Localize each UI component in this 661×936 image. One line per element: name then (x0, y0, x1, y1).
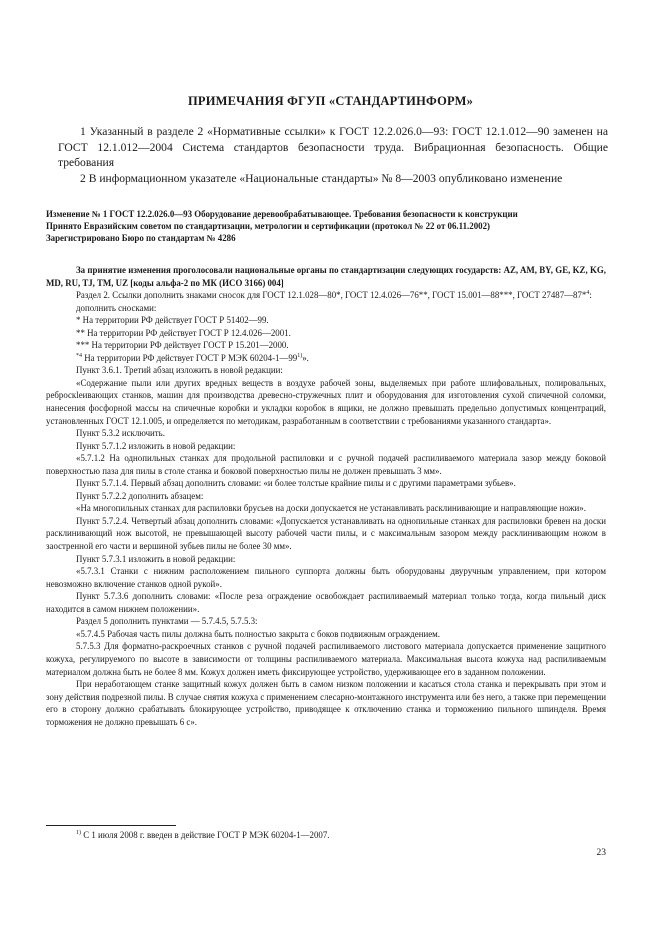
clause-final-paragraph: При неработающем станке защитный кожух должен быть в самом низком положении и касаться стола станка и перекрывать при этом и зону действия подрезной пилы. В случае снятия кожуха с применением слесарно-монтажного инструмента или без него, а также при перемещении его в сторону должно срабатывать блокирующее устройство, приводящее к отключению станка и торможению пильного шпинделя. Время торможения не должно превышать 6 с». (46, 679, 606, 727)
clause-5-7-1-2-text: «5.7.1.2 На однопильных станках для продольной распиловки и с ручной подачей распиливаемого материала зазор между боковой поверхностью паза для пилы в столе станка и боковой поверхностью пилы не должен превышать 3 мм». (46, 453, 606, 476)
footnote-4-end: ». (302, 352, 309, 363)
amendment-body (46, 264, 606, 728)
footnote-4-mark: *4 (76, 352, 82, 359)
section-2-paragraph (46, 289, 606, 302)
footnote-text: С 1 июля 2008 г. введен в действие ГОСТ Р МЭК 60204-1—2007. (83, 830, 330, 840)
page-title: ПРИМЕЧАНИЯ ФГУП «СТАНДАРТИНФОРМ» (187, 94, 474, 108)
page-footnote (76, 829, 606, 841)
clause-5-7-4-5: «5.7.4.5 Рабочая часть пилы должна быть полностью закрыта с боков подвижным ограждением. (76, 628, 441, 639)
clause-5-7-1-4: Пункт 5.7.1.4. Первый абзац дополнить словами: «и более толстые крайние пилы и с другими параметрами зубьев». (76, 478, 516, 489)
clause-3-6-1-text: «Содержание пыли или других вредных веществ в воздухе рабочей зоны, выделяемых при работе шлифовальных, полировальных, реброскleивающих станков, машин для производства древесно-стружечных плит и оборудования для изготовления сухой спичечной соломки, нанесения фосфорной массы на спичечные коробки и укладки коробок в ящики, не должно превышать предельно допустимых концентраций, установленных ГОСТ 12.1.005, и определяется по методикам, разработанным в соответствии с требованиями указанного стандарта». (46, 377, 606, 426)
footnote-line-2: ** На территории РФ действует ГОСТ Р 12.4.026—2001. (76, 327, 291, 338)
note-2: 2 В информационном указателе «Национальные стандарты» № 8—2003 опубликовано изменение (80, 171, 563, 185)
notes-section (58, 124, 608, 186)
footnote-4-sup: 1) (297, 352, 303, 359)
section-2-text: Раздел 2. Ссылки дополнить знаками сносок для ГОСТ 12.1.028—80*, ГОСТ 12.4.026—76**, ГОСТ 15.001—88***, ГОСТ 27487—87* (76, 290, 587, 301)
clause-5-7-3-1: Пункт 5.7.3.1 изложить в новой редакции: (76, 553, 236, 564)
note-1: 1 Указанный в разделе 2 «Нормативные ссылки» к ГОСТ 12.2.026.0—93: ГОСТ 12.1.012—90 заменен на ГОСТ 12.1.012—2004 Система стандартов безопасности труда. Вибрационная безопасность. Общие требования (58, 125, 608, 169)
clause-5-7-3-1-text: «5.7.3.1 Станки с нижним расположением пильного суппорта должны быть оборудованы двуручным управлением, при котором невозможно включение станков одной рукой». (46, 566, 606, 589)
page-number: 23 (596, 848, 606, 858)
amendment-registered: Зарегистрировано Бюро по стандартам № 4286 (46, 233, 236, 244)
add-footnotes-paragraph: дополнить сносками: (76, 302, 157, 313)
footnote-line-3: *** На территории РФ действует ГОСТ Р 15.201—2000. (76, 340, 289, 351)
clause-5-7-2-2-text: «На многопильных станках для распиловки брусьев на доски допускается не устанавливать расклинивающие и направляющие ножи». (76, 503, 586, 514)
footnote-divider (46, 825, 176, 826)
footnote-4-text: На территории РФ действует ГОСТ Р МЭК 60204-1—99 (84, 352, 298, 363)
clause-5-7-3-6: Пункт 5.7.3.6 дополнить словами: «После реза ограждение освобождает распиливаемый материал только тогда, когда пильный диск находится в самом нижнем положении». (46, 591, 606, 614)
footnote-line-1: * На территории РФ действует ГОСТ Р 51402—99. (76, 315, 269, 326)
amendment-header (46, 208, 606, 245)
amendment-adopted: Принято Евразийским советом по стандартизации, метрологии и сертификации (протокол № 22 от 06.11.2002) (46, 221, 490, 232)
section-2-end: : (589, 290, 592, 301)
clause-3-6-1: Пункт 3.6.1. Третий абзац изложить в новой редакции: (76, 365, 283, 376)
footnote-line-4 (46, 352, 606, 365)
section-2-sup: 4 (586, 290, 590, 297)
footnote-mark: 1) (76, 830, 81, 837)
clause-5-7-1-2: Пункт 5.7.1.2 изложить в новой редакции: (76, 440, 236, 451)
clause-5-7-2-4: Пункт 5.7.2.4. Четвертый абзац дополнить словами: «Допускается устанавливать на однопильные станках для распиловки бревен на доски расклинивающий нож высотой, не превышающей высоту рабочей части пилы, и с максимальным зазором между расклинивающим ножом в заостренной его части и вершиной зубьев пилы не более 30 мм». (46, 515, 606, 552)
amendment-heading: Изменение № 1 ГОСТ 12.2.026.0—93 Оборудование деревообрабатывающее. Требования безопасности к конструкции (46, 209, 518, 219)
voted-paragraph: За принятие изменения проголосовали национальные органы по стандартизации следующих государств: AZ, AM, BY, GE, KZ, KG, MD, RU, TJ, TM, UZ [коды альфа-2 по МК (ИСО 3166) 004] (46, 265, 606, 288)
clause-5-3-2: Пункт 5.3.2 исключить. (76, 428, 165, 439)
clause-5-7-5-3: 5.7.5.3 Для форматно-раскроечных станков с ручной подачей распиливаемого листового материала допускается применение защитного кожуха, регулируемого по высоте в зависимости от толщины распиливаемого материала. Максимальная высота кожуха над распиливаемым материалом должна быть не более 8 мм. Кожух должен иметь фиксирующее устройство, удерживающее его в заданном положении. (46, 641, 606, 677)
section-5-paragraph: Раздел 5 дополнить пунктами — 5.7.4.5, 5.7.5.3: (76, 616, 258, 627)
clause-5-7-2-2: Пункт 5.7.2.2 дополнить абзацем: (76, 490, 204, 501)
